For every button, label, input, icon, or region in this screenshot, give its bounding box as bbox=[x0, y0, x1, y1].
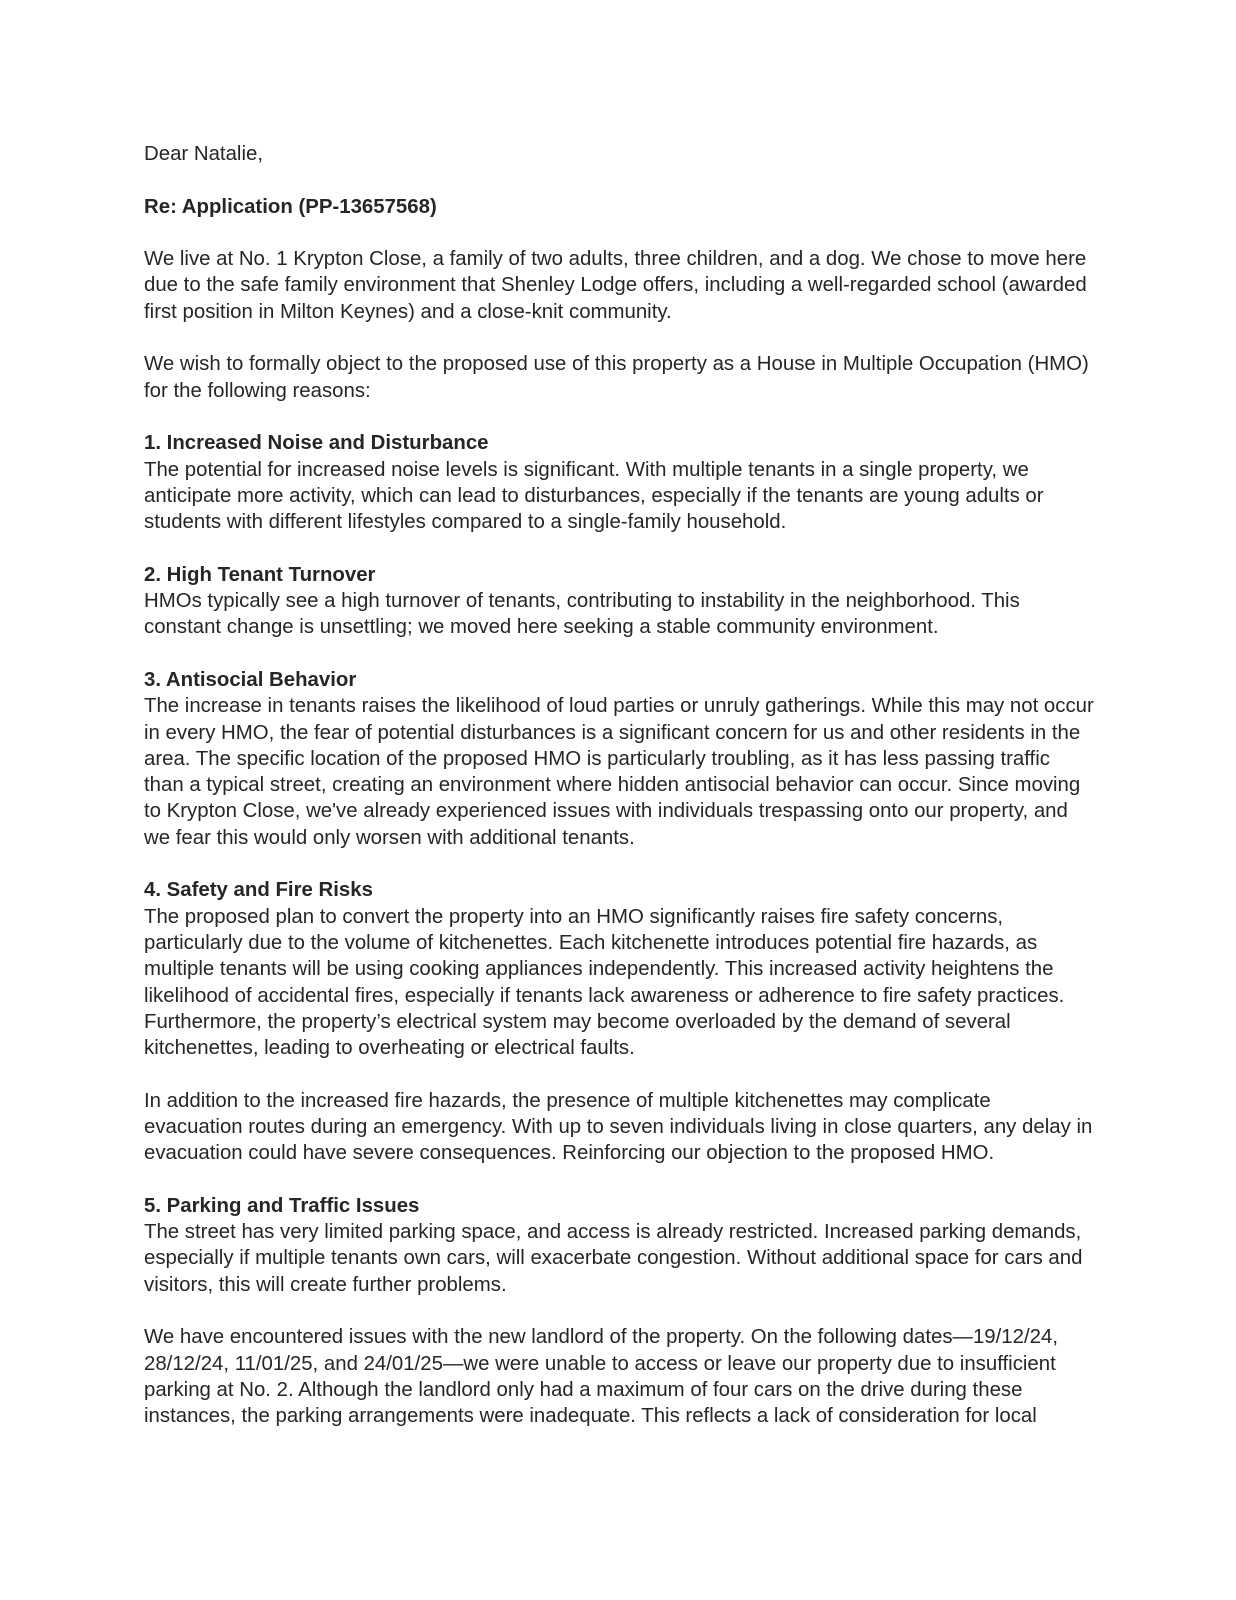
section-paragraph: The potential for increased noise levels is significant. With multiple tenants in a single property, we anticipate more activity, which can lead to disturbances, especially if the tenants are young adults or students with different lifestyles compared to a single-family household. bbox=[144, 458, 1044, 534]
section-heading: 5. Parking and Traffic Issues bbox=[144, 1194, 420, 1217]
section-paragraph: HMOs typically see a high turnover of tenants, contributing to instability in the neighborhood. This constant change is unsettling; we moved here seeking a stable community environment. bbox=[144, 590, 1020, 639]
section-heading: 4. Safety and Fire Risks bbox=[144, 879, 373, 902]
section-paragraph: The street has very limited parking space, and access is already restricted. Increased parking demands, especially if multiple tenants own cars, will exacerbate congestion. Without additional space for cars and visitors, this will create further problems. bbox=[144, 1221, 1083, 1296]
section-paragraph: The proposed plan to convert the property into an HMO significantly raises fire safety concerns, particularly due to the volume of kitchenettes. Each kitchenette introduces potential fire hazards, as multiple tenants will be using cooking appliances independently. This increased activity heightens the likelihood of accidental fires, especially if tenants lack awareness or adherence to fire safety practices. Furthermore, the property’s electrical system may become overloaded by the demand of several kitchenettes, leading to overheating or electrical faults. bbox=[144, 905, 1065, 1060]
section-heading: 2. High Tenant Turnover bbox=[144, 563, 376, 586]
letter-page bbox=[144, 141, 1094, 1456]
section-paragraph: We have encountered issues with the new landlord of the property. On the following dates—19/12/24, 28/12/24, 11/01/25, and 24/01/25—we were unable to access or leave our property due to insufficient parking at No. 2. Although the landlord only had a maximum of four cars on the drive during these instances, the parking arrangements were inadequate. This reflects a lack of consideration for local bbox=[144, 1326, 1058, 1428]
section-heading: 3. Antisocial Behavior bbox=[144, 668, 357, 691]
section-parking bbox=[144, 1193, 1094, 1430]
salutation: Dear Natalie, bbox=[144, 143, 263, 165]
section-paragraph: In addition to the increased fire hazards, the presence of multiple kitchenettes may complicate evacuation routes during an emergency. With up to seven individuals living in close quarters, any delay in evacuation could have severe consequences. Reinforcing our objection to the proposed HMO. bbox=[144, 1089, 1093, 1165]
section-heading: 1. Increased Noise and Disturbance bbox=[144, 432, 489, 455]
intro-paragraph: We live at No. 1 Krypton Close, a family of two adults, three children, and a dog. We chose to move here due to the safe family environment that Shenley Lodge offers, including a well-regarded school (awarded first position in Milton Keynes) and a close-knit community. bbox=[144, 248, 1087, 323]
intro-paragraph: We wish to formally object to the proposed use of this property as a House in Multiple Occupation (HMO) for the following reasons: bbox=[144, 353, 1089, 402]
section-turnover bbox=[144, 562, 1094, 641]
section-fire-risks bbox=[144, 877, 1094, 1166]
subject-line: Re: Application (PP-13657568) bbox=[144, 195, 437, 218]
section-paragraph: The increase in tenants raises the likelihood of loud parties or unruly gatherings. While this may not occur in every HMO, the fear of potential disturbances is a significant concern for us and other residents in the area. The specific location of the proposed HMO is particularly troubling, as it has less passing traffic than a typical street, creating an environment where hidden antisocial behavior can occur. Since moving to Krypton Close, we've already experienced issues with individuals trespassing onto our property, and we fear this would only worsen with additional tenants. bbox=[144, 695, 1094, 849]
section-noise bbox=[144, 430, 1094, 535]
section-antisocial bbox=[144, 667, 1094, 851]
